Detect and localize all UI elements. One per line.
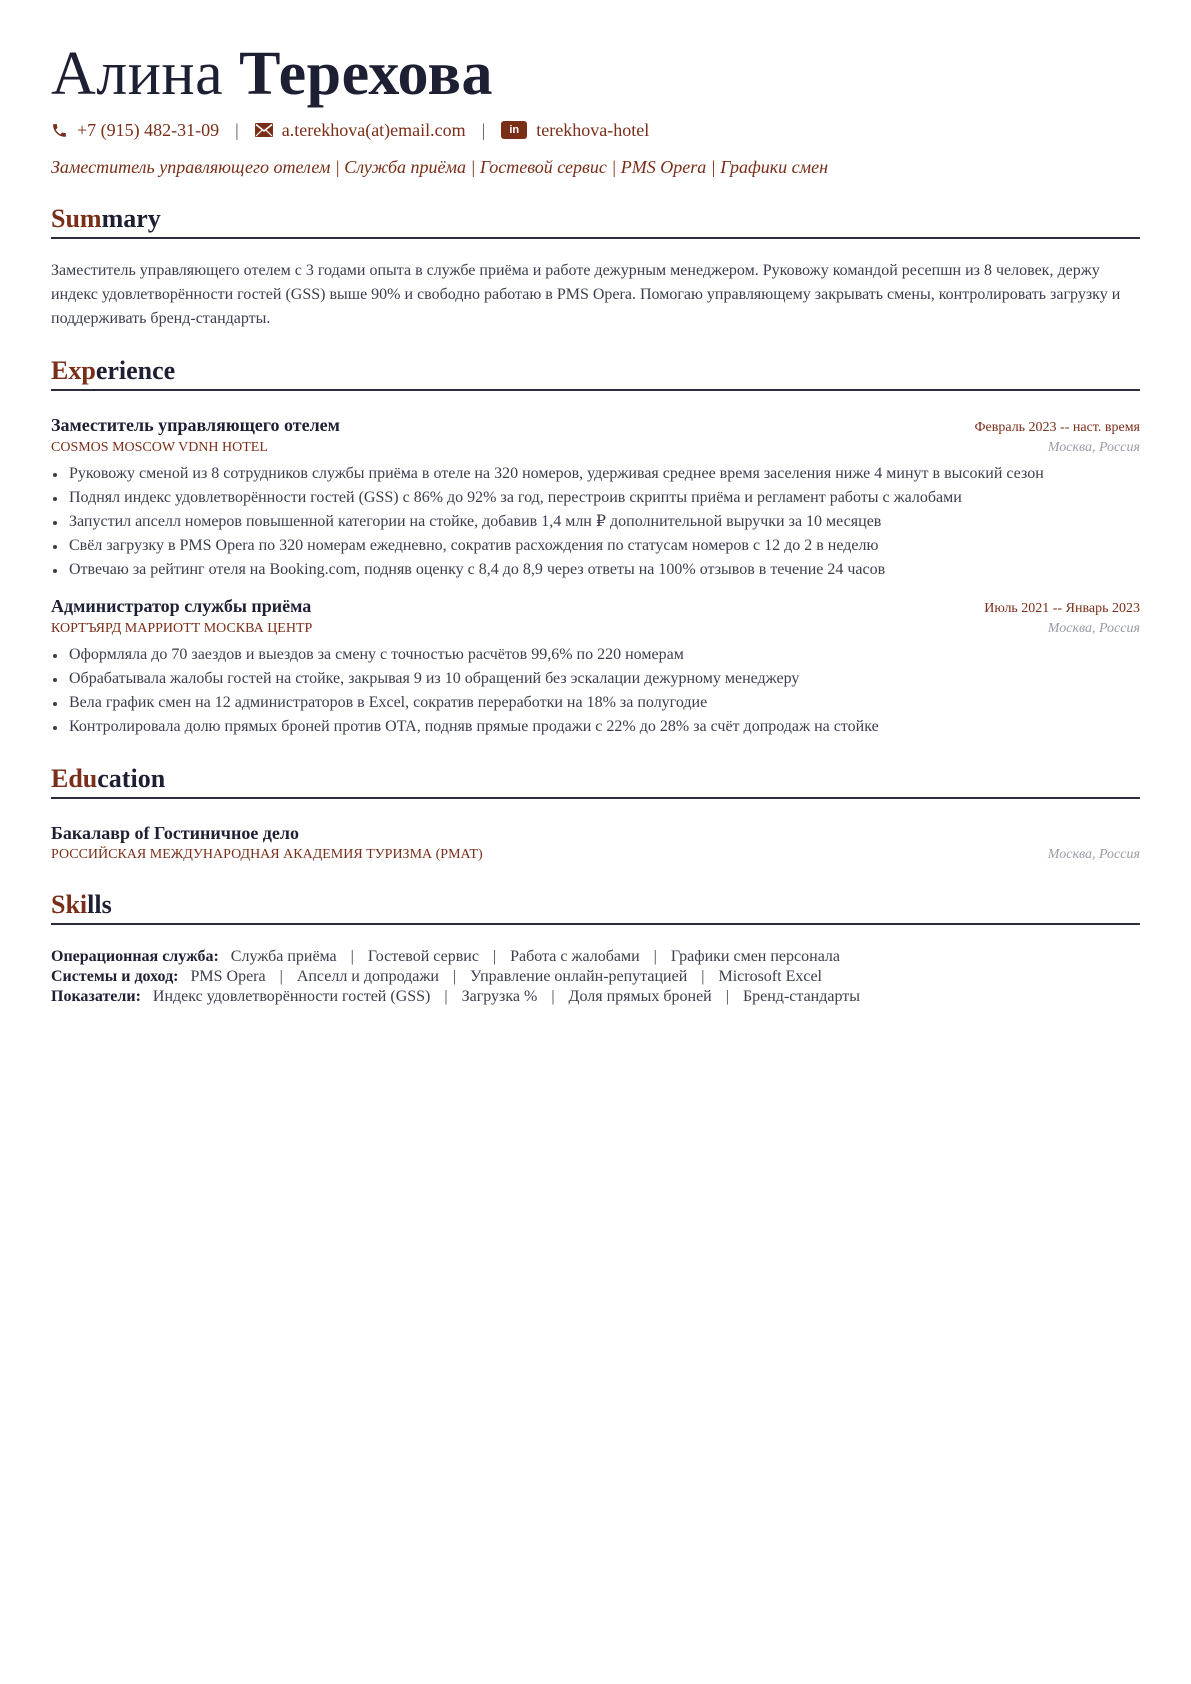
skill-group xyxy=(51,947,1140,967)
skill-item: Загрузка % xyxy=(461,988,538,1005)
skill-separator: | xyxy=(444,988,448,1005)
linkedin-icon: in xyxy=(501,121,527,139)
skill-separator: | xyxy=(701,968,705,985)
skill-separator: | xyxy=(725,988,729,1005)
education-section xyxy=(51,763,1140,865)
phone-icon xyxy=(51,122,68,139)
education-entry xyxy=(51,821,1140,865)
section-title-rest: lls xyxy=(87,890,112,919)
section-title-accent: Ski xyxy=(51,890,88,919)
skill-separator: | xyxy=(279,968,283,985)
section-title-rest: cation xyxy=(97,764,166,793)
job-company: COSMOS MOSCOW VDNH HOTEL xyxy=(51,440,268,455)
skill-item: Индекс удовлетворённости гостей (GSS) xyxy=(152,988,431,1005)
list-item: Отвечаю за рейтинг отеля на Booking.com, подняв оценку с 8,4 до 8,9 через ответы на 100% отзывов в течение 24 часов xyxy=(51,558,1140,582)
skill-separator: | xyxy=(551,988,555,1005)
list-item: Контролировала долю прямых броней против OTA, подняв прямые продажи с 22% до 28% за счёт допродаж на стойке xyxy=(51,715,1140,739)
email-contact[interactable] xyxy=(255,118,466,142)
job-header xyxy=(51,413,1140,438)
job-location: Москва, Россия xyxy=(1047,440,1140,455)
skill-item: Доля прямых броней xyxy=(568,988,712,1005)
list-item: Оформляла до 70 заездов и выездов за смену с точностью расчётов 99,6% по 220 номерам xyxy=(51,643,1140,667)
skill-item: Гостевой сервис xyxy=(367,948,479,965)
list-item: Обрабатывала жалобы гостей на стойке, закрывая 9 из 10 обращений без эскалации дежурному менеджеру xyxy=(51,667,1140,691)
resume-page xyxy=(51,36,1140,1007)
section-title-rest: erience xyxy=(95,356,176,385)
skills-list xyxy=(51,947,1140,1007)
list-item: Руковожу сменой из 8 сотрудников службы приёма в отеле на 320 номеров, удерживая среднее время заселения ниже 4 минут в высокий сезон xyxy=(51,462,1140,486)
job-bullets xyxy=(51,462,1140,582)
skill-item: Апселл и допродажи xyxy=(296,968,439,985)
job-dates: Февраль 2023 -- наст. время xyxy=(974,420,1140,435)
experience-section xyxy=(51,355,1140,739)
envelope-icon xyxy=(255,123,273,137)
linkedin-handle: terekhova-hotel xyxy=(536,120,650,140)
section-title-accent: Sum xyxy=(51,204,102,233)
skill-item: Служба приёма xyxy=(230,948,337,965)
job-subheader xyxy=(51,438,1140,458)
job-location: Москва, Россия xyxy=(1047,621,1140,636)
skill-item: Графики смен персонала xyxy=(670,948,841,965)
linkedin-contact[interactable] xyxy=(501,118,649,142)
list-item: Свёл загрузку в PMS Opera по 320 номерам ежедневно, сократив расхождения по статусам номеров с 12 до 2 в неделю xyxy=(51,534,1140,558)
education-subheader xyxy=(51,845,1140,865)
job-title: Администратор службы приёма xyxy=(51,596,312,616)
skills-section xyxy=(51,889,1140,1007)
list-item: Поднял индекс удовлетворённости гостей (GSS) с 86% до 92% за год, перестроив скрипты приёма и регламент работы с жалобами xyxy=(51,486,1140,510)
list-item: Запустил апселл номеров повышенной категории на стойке, добавив 1,4 млн ₽ дополнительной выручки за 10 месяцев xyxy=(51,510,1140,534)
summary-section xyxy=(51,203,1140,331)
job-subheader xyxy=(51,619,1140,639)
skill-group xyxy=(51,987,1140,1007)
degree: Бакалавр of Гостиничное дело xyxy=(51,823,300,843)
contact-separator: | xyxy=(481,120,486,140)
skill-group-label: Операционная служба: xyxy=(51,948,219,965)
skill-group xyxy=(51,967,1140,987)
section-title-skills xyxy=(51,889,1140,925)
phone-contact[interactable] xyxy=(51,118,219,142)
skill-item: Microsoft Excel xyxy=(718,968,822,985)
institution: РОССИЙСКАЯ МЕЖДУНАРОДНАЯ АКАДЕМИЯ ТУРИЗМА (РМАТ) xyxy=(51,847,483,862)
skill-group-label: Показатели: xyxy=(51,988,141,1005)
skill-separator: | xyxy=(350,948,354,965)
job-title: Заместитель управляющего отелем xyxy=(51,415,340,435)
job-bullets xyxy=(51,643,1140,739)
section-title-education xyxy=(51,763,1140,799)
summary-text: Заместитель управляющего отелем с 3 годами опыта в службе приёма и работе дежурным менеджером. Руковожу командой ресепшн из 8 человек, держу индекс удовлетворённости гостей (GSS) выше 90% и свободно работаю в PMS Opera. Помогаю управляющему закрывать смены, контролировать загрузку и поддерживать бренд-стандарты. xyxy=(51,262,1121,327)
job-entry xyxy=(51,594,1140,739)
skill-item: Работа с жалобами xyxy=(510,948,640,965)
skill-item: Управление онлайн-репутацией xyxy=(470,968,688,985)
section-title-summary xyxy=(51,203,1140,239)
skill-group-label: Системы и доход: xyxy=(51,968,179,985)
last-name: Терехова xyxy=(239,40,493,108)
job-header xyxy=(51,594,1140,619)
section-title-experience xyxy=(51,355,1140,391)
job-company: КОРТЪЯРД МАРРИОТТ МОСКВА ЦЕНТР xyxy=(51,621,313,636)
email-address: a.terekhova(at)email.com xyxy=(281,120,466,140)
first-name: Алина xyxy=(51,40,224,108)
job-dates: Июль 2021 -- Январь 2023 xyxy=(984,601,1140,616)
skill-separator: | xyxy=(452,968,457,985)
skill-item: Бренд-стандарты xyxy=(742,988,860,1005)
skill-separator: | xyxy=(492,948,497,965)
list-item: Вела график смен на 12 администраторов в Excel, сократив переработки на 18% за полугодие xyxy=(51,691,1140,715)
education-location: Москва, Россия xyxy=(1047,847,1140,862)
skill-separator: | xyxy=(653,948,657,965)
job-entry xyxy=(51,413,1140,582)
contact-bar xyxy=(51,118,1140,142)
phone-number: +7 (915) 482-31-09 xyxy=(77,120,220,140)
headline: Заместитель управляющего отелем | Служба приёма | Гостевой сервис | PMS Opera | Графики смен xyxy=(51,157,829,177)
section-title-rest: mary xyxy=(101,204,161,233)
skill-item: PMS Opera xyxy=(190,968,266,985)
contact-separator: | xyxy=(235,120,239,140)
section-title-accent: Exp xyxy=(51,356,96,385)
candidate-name xyxy=(51,36,1140,112)
section-title-accent: Edu xyxy=(51,764,98,793)
